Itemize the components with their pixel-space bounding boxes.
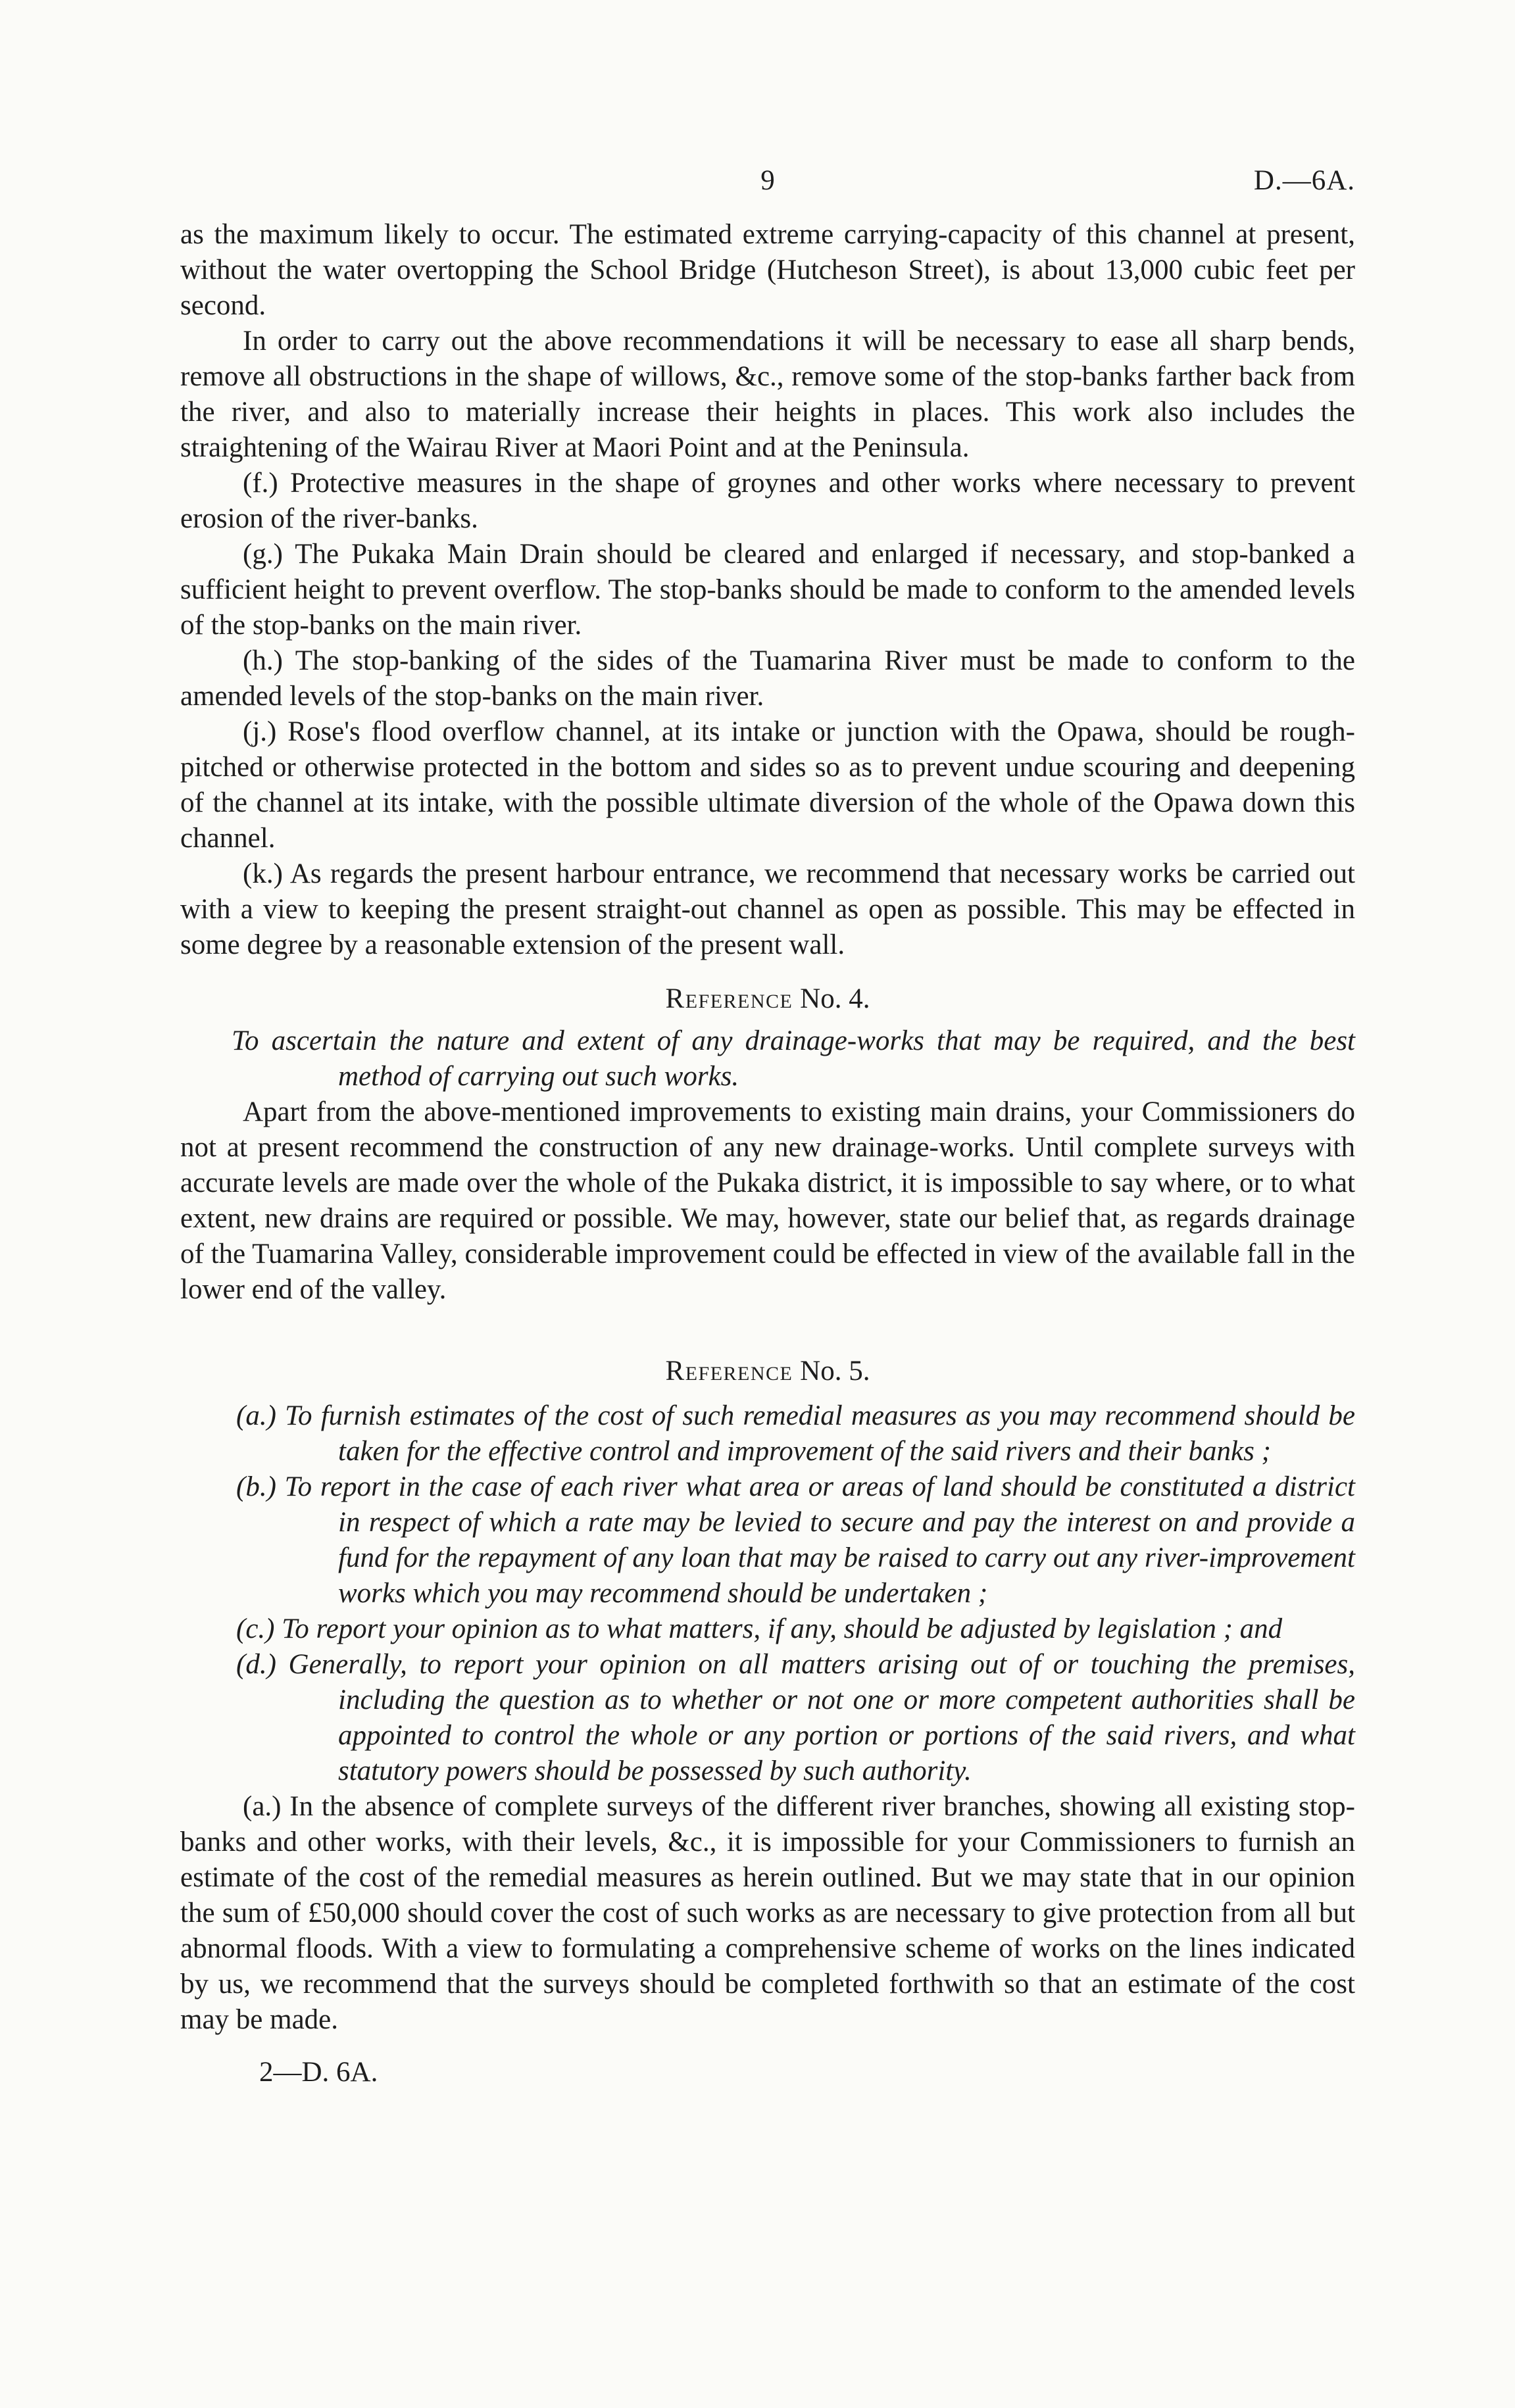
paragraph-item-h: (h.) The stop-banking of the sides of the Tuamarina River must be made to conform to the amended levels of the stop-banks on the main river. (180, 645, 1355, 712)
epigraph-reference-4: To ascertain the nature and extent of any drainage-works that may be required, and the best method of carrying out such works. (232, 1025, 1355, 1092)
term-item-b-label: (b.) (236, 1471, 276, 1502)
document-reference: D.—6A. (1253, 165, 1355, 196)
term-item-d-text: Generally, to report your opinion on all matters arising out of or touching the premises, including the question as to whether or not one or more competent authorities shall be appointed to control the whole or any portion or portions of the said rivers, and what statutory powers should be possessed by such authority. (288, 1649, 1355, 1786)
page-header (180, 163, 1355, 200)
term-item-b (180, 1469, 1355, 1611)
paragraph-item-j: (j.) Rose's flood overflow channel, at its intake or junction with the Opawa, should be rough-pitched or otherwise protected in the bottom and sides so as to prevent undue scouring and deepening of the channel at its intake, with the possible ultimate diversion of the whole of the Opawa down this channel. (180, 716, 1355, 854)
page-footer (180, 2055, 1355, 2090)
term-item-a (180, 1398, 1355, 1469)
term-item-a-label: (a.) (236, 1400, 276, 1431)
paragraph-item-k: (k.) As regards the present harbour entrance, we recommend that necessary works be carried out with a view to keeping the present straight-out channel as open as possible. This may be effected in some degree by a reasonable extension of the present wall. (180, 858, 1355, 960)
heading-reference-4-lead: Reference (665, 983, 793, 1014)
heading-reference-5-lead: Reference (665, 1356, 793, 1387)
paragraph-cost-estimate: (a.) In the absence of complete surveys of the different river branches, showing all existing stop-banks and other works, with their levels, &c., it is impossible for your Commissioners to furnish an estimate of the cost of the remedial measures as herein outlined. But we may state that in our opinion the sum of £50,000 should cover the cost of such works as are necessary to give protection from all but abnormal floods. With a view to formulating a comprehensive scheme of works on the lines indicated by us, we recommend that the surveys should be completed forthwith so that an estimate of the cost may be made. (180, 1791, 1355, 2035)
page-content (180, 0, 1355, 2090)
term-item-c (180, 1611, 1355, 1647)
paragraph-item-f: (f.) Protective measures in the shape of groynes and other works where necessary to prevent erosion of the river-banks. (180, 468, 1355, 534)
paragraph-carrying-capacity: as the maximum likely to occur. The estimated extreme carrying-capacity of this channel at present, without the water overtopping the School Bridge (Hutcheson Street), is about 13,000 cubic feet per second. (180, 219, 1355, 321)
paragraph-drainage-works: Apart from the above-mentioned improvements to existing main drains, your Commissioners do not at present recommend the construction of any new drainage-works. Until complete surveys with accurate levels are made over the whole of the Pukaka district, it is impossible to say where, or to what extent, new drains are required or possible. We may, however, state our belief that, as regards drainage of the Tuamarina Valley, considerable improvement could be effected in view of the available fall in the lower end of the valley. (180, 1096, 1355, 1305)
heading-reference-5 (180, 1354, 1355, 1389)
term-item-d (180, 1647, 1355, 1789)
page-number: 9 (760, 165, 775, 196)
term-item-b-text: To report in the case of each river what area or areas of land should be constituted a district in respect of which a rate may be levied to secure and pay the interest on and provide a fund for the repayment of any loan that may be raised to carry out any river-improvement works which you may recommend should be undertaken ; (284, 1471, 1355, 1609)
term-item-d-label: (d.) (236, 1649, 276, 1680)
term-item-c-label: (c.) (236, 1613, 275, 1644)
term-item-a-text: To furnish estimates of the cost of such remedial measures as you may recommend should be taken for the effective control and improvement of the said rivers and their banks ; (285, 1400, 1356, 1467)
terms-of-reference-list (180, 1398, 1355, 1789)
heading-reference-4 (180, 981, 1355, 1017)
paragraph-recommendations: In order to carry out the above recommendations it will be necessary to ease all sharp bends, remove all obstructions in the shape of willows, &c., remove some of the stop-banks farther back from the river, and also to materially increase their heights in places. This work also includes the straightening of the Wairau River at Maori Point and at the Peninsula. (180, 326, 1355, 463)
heading-reference-5-number: No. 5. (800, 1356, 870, 1387)
heading-reference-4-number: No. 4. (800, 983, 870, 1014)
paragraph-item-g: (g.) The Pukaka Main Drain should be cleared and enlarged if necessary, and stop-banked a sufficient height to prevent overflow. The stop-banks should be made to conform to the amended levels of the stop-banks on the main river. (180, 539, 1355, 641)
term-item-c-text: To report your opinion as to what matters, if any, should be adjusted by legislation ; and (282, 1613, 1283, 1644)
footer-signature: 2—D. 6A. (259, 2057, 378, 2088)
